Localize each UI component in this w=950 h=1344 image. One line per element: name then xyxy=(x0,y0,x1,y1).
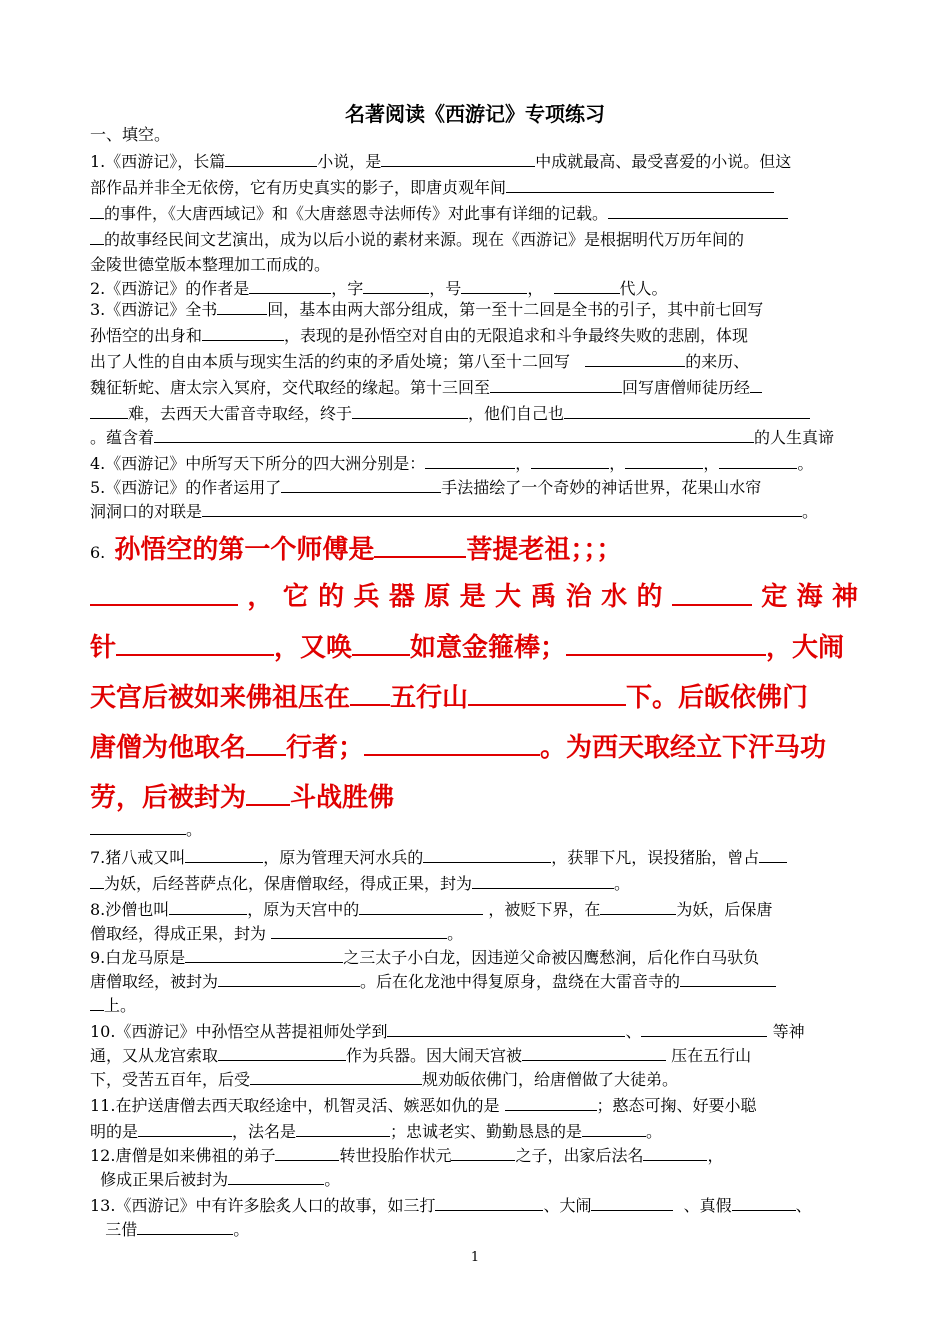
q13-line-2: 三借 。 xyxy=(105,1220,250,1239)
q2-blank-1[interactable] xyxy=(249,277,331,294)
q6-tail-line: 。 xyxy=(90,818,202,841)
q11-line-2: 明的是 ，法名是 ；忠诚老实、勤勤恳恳的是 。 xyxy=(90,1122,663,1141)
q1-blank-2[interactable] xyxy=(381,150,535,167)
q6-blank-5[interactable] xyxy=(352,630,410,656)
q8-line-1: 8.沙僧也叫 ，原为天宫中的 ，被贬下界，在 为妖，后保唐 xyxy=(90,900,773,919)
q6-blank-3[interactable] xyxy=(672,580,752,606)
q3-blank-5[interactable] xyxy=(750,376,762,393)
q2-blank-4[interactable] xyxy=(554,277,620,294)
q3-blank-8[interactable] xyxy=(154,426,754,443)
q9-blank-1[interactable] xyxy=(185,946,343,963)
q1-line-3: 的事件，《大唐西域记》和《大唐慈恩寺法师传》对此事有详细的记载。 xyxy=(90,202,788,225)
q11-line-1: 11.在护送唐僧去西天取经途中，机智灵活、嫉恶如仇的是 ；憨态可掬、好要小聪 xyxy=(90,1096,757,1115)
q7-blank-3b[interactable] xyxy=(90,872,104,889)
q3-blank-2[interactable] xyxy=(202,324,284,341)
q1-blank-4[interactable] xyxy=(608,202,788,219)
q12-line-2: 修成正果后被封为 。 xyxy=(100,1170,341,1189)
q10-blank-4[interactable] xyxy=(522,1044,666,1061)
q1-line-4: 的故事经民间文艺演出，成为以后小说的素材来源。现在《西游记》是根据明代万历年间的 xyxy=(90,228,744,251)
q9-blank-3[interactable] xyxy=(680,970,776,987)
q9-blank-3b[interactable] xyxy=(90,994,104,1011)
q9-line-2: 唐僧取经，被封为 。后在化龙池中得复原身，盘绕在大雷音寺的 xyxy=(90,970,776,993)
q3-line-4: 魏征斩蛇、唐太宗入冥府，交代取经的缘起。第十三回至 回写唐僧师徒历经 xyxy=(90,376,762,399)
q10-blank-5[interactable] xyxy=(250,1068,422,1085)
q5-blank-1[interactable] xyxy=(281,476,441,493)
q6-line-1: 6. 孙悟空的第一个师傅是 菩提老祖；；； xyxy=(90,532,622,570)
q6-blank-9[interactable] xyxy=(246,730,286,756)
q4-blank-2[interactable] xyxy=(531,452,609,469)
q12-blank-4[interactable] xyxy=(228,1168,324,1185)
q6-blank-7[interactable] xyxy=(350,680,390,706)
q1-line-5: 金陵世德堂版本整理加工而成的。 xyxy=(90,255,331,274)
q7-line-2: 为妖，后经菩萨点化，保唐僧取经，得成正果，封为 。 xyxy=(90,872,630,895)
q6-line-2: ， 它 的 兵 器 原 是 大 禹 治 水 的 定 海 神 xyxy=(90,580,858,614)
q3-blank-1[interactable] xyxy=(217,298,267,315)
q3-line-1: 3.《西游记》全书 回，基本由两大部分组成，第一至十二回是全书的引子，其中前七回写 xyxy=(90,300,764,319)
q7-blank-1[interactable] xyxy=(185,846,263,863)
q6-blank-2[interactable] xyxy=(90,580,238,606)
q12-blank-1[interactable] xyxy=(275,1144,339,1161)
q12-blank-3[interactable] xyxy=(643,1144,707,1161)
q6-blank-6[interactable] xyxy=(566,630,766,656)
q8-line-2: 僧取经，得成正果，封为 。 xyxy=(90,924,464,943)
q13-blank-1[interactable] xyxy=(435,1194,543,1211)
q7-line-1: 7.猪八戒又叫 ，原为管理天河水兵的 ，获罪下凡，误投猪胎，曾占 xyxy=(90,846,787,869)
q7-blank-2[interactable] xyxy=(423,846,551,863)
q7-blank-3[interactable] xyxy=(759,846,787,863)
q10-line-1: 10.《西游记》中孙悟空从菩提祖师处学到 、 等神 xyxy=(90,1022,805,1041)
q12-blank-2[interactable] xyxy=(451,1144,515,1161)
q1-blank-3[interactable] xyxy=(506,176,774,193)
q9-line-1: 9.白龙马原是 之三太子小白龙，因违逆父命被囚鹰愁涧，后化作白马驮负 xyxy=(90,948,760,967)
q8-blank-4[interactable] xyxy=(271,922,447,939)
q13-blank-4[interactable] xyxy=(137,1218,233,1235)
q2-line: 2.《西游记》的作者是 ，字 ，号 ， 代人。 xyxy=(90,279,668,298)
q5-line-2: 洞洞口的对联是 。 xyxy=(90,502,819,521)
q3-blank-3[interactable] xyxy=(585,350,685,367)
q9-blank-2[interactable] xyxy=(218,970,360,987)
q1-blank-1[interactable] xyxy=(225,150,317,167)
q3-line-2: 孙悟空的出身和 ，表现的是孙悟空对自由的无限追求和斗争最终失败的悲剧，体现 xyxy=(90,326,749,345)
q6-blank-8[interactable] xyxy=(468,680,626,706)
q4-blank-1[interactable] xyxy=(425,452,515,469)
q3-line-6: 。蕴含着 的人生真谛 xyxy=(90,428,835,447)
q6-blank-4[interactable] xyxy=(116,630,274,656)
q13-blank-3[interactable] xyxy=(732,1194,796,1211)
q7-blank-4[interactable] xyxy=(472,872,614,889)
q8-blank-3[interactable] xyxy=(600,898,676,915)
q11-blank-1[interactable] xyxy=(505,1094,597,1111)
q6-blank-11[interactable] xyxy=(246,780,290,806)
q1-blank-3b[interactable] xyxy=(90,202,104,219)
q1-line-2: 部作品并非全无依傍，它有历史真实的影子，即唐贞观年间 xyxy=(90,176,774,199)
q1-line-1: 1.《西游记》，长篇 小说，是 中成就最高、最受喜爱的小说。但这 xyxy=(90,152,792,171)
page-title: 名著阅读《西游记》专项练习 xyxy=(345,102,605,126)
q13-line-1: 13.《西游记》中有许多脍炙人口的故事，如三打 、大闹 、真假 、 xyxy=(90,1196,812,1215)
q1-blank-4b[interactable] xyxy=(90,228,104,245)
q3-blank-4[interactable] xyxy=(490,376,622,393)
q2-blank-2[interactable] xyxy=(363,277,429,294)
page-number: 1 xyxy=(470,1250,480,1265)
q2-blank-3[interactable] xyxy=(461,277,527,294)
q9-line-3: 上。 xyxy=(90,994,136,1017)
q6-line-4: 天宫后被如来佛祖压在 五行山 下。后皈依佛门 xyxy=(90,680,808,715)
section-heading: 一、填空。 xyxy=(90,125,171,144)
q11-blank-3[interactable] xyxy=(296,1120,390,1137)
q10-blank-2[interactable] xyxy=(641,1020,767,1037)
q5-blank-2[interactable] xyxy=(202,500,802,517)
q10-blank-1[interactable] xyxy=(387,1020,625,1037)
q10-blank-3[interactable] xyxy=(218,1044,346,1061)
q4-blank-3[interactable] xyxy=(625,452,703,469)
q6-blank-10[interactable] xyxy=(364,730,540,756)
q12-line-1: 12.唐僧是如来佛祖的弟子 转世投胎作状元 之子，出家后法名 ， xyxy=(90,1146,724,1165)
q4-blank-4[interactable] xyxy=(719,452,797,469)
q3-line-5: 难，去西天大雷音寺取经，终于 ，他们自己也 xyxy=(90,402,810,425)
q6-blank-1[interactable] xyxy=(374,532,466,558)
q4-line: 4.《西游记》中所写天下所分的四大洲分别是： ， ， ， 。 xyxy=(90,454,814,473)
q3-line-3: 出了人性的自由本质与现实生活的约束的矛盾处境；第八至十二回写 的来历、 xyxy=(90,352,750,371)
q8-blank-1[interactable] xyxy=(169,898,247,915)
q6-line-5: 唐僧为他取名 行者； 。为西天取经立下汗马功 xyxy=(90,730,826,765)
q3-blank-5b[interactable] xyxy=(90,402,128,419)
q8-blank-2[interactable] xyxy=(359,898,483,915)
q6-line-6: 劳，后被封为 斗战胜佛 xyxy=(90,780,394,815)
q10-line-2: 通，又从龙宫索取 作为兵器。因大闹天宫被 压在五行山 xyxy=(90,1046,752,1065)
q11-blank-2[interactable] xyxy=(138,1120,232,1137)
q6-answer-1: 菩提老祖；；； xyxy=(466,535,623,565)
q13-blank-2[interactable] xyxy=(591,1194,673,1211)
q6-blank-12[interactable] xyxy=(90,818,186,835)
q10-line-3: 下，受苦五百年，后受 规劝皈依佛门，给唐僧做了大徒弟。 xyxy=(90,1070,679,1089)
q5-line-1: 5.《西游记》的作者运用了 手法描绘了一个奇妙的神话世界，花果山水帘 xyxy=(90,478,762,497)
q3-blank-7[interactable] xyxy=(564,402,810,419)
q3-blank-6[interactable] xyxy=(352,402,468,419)
q11-blank-4[interactable] xyxy=(582,1120,646,1137)
q6-line-3: 针 ，又唤 如意金箍棒； ，大闹 xyxy=(90,630,844,665)
